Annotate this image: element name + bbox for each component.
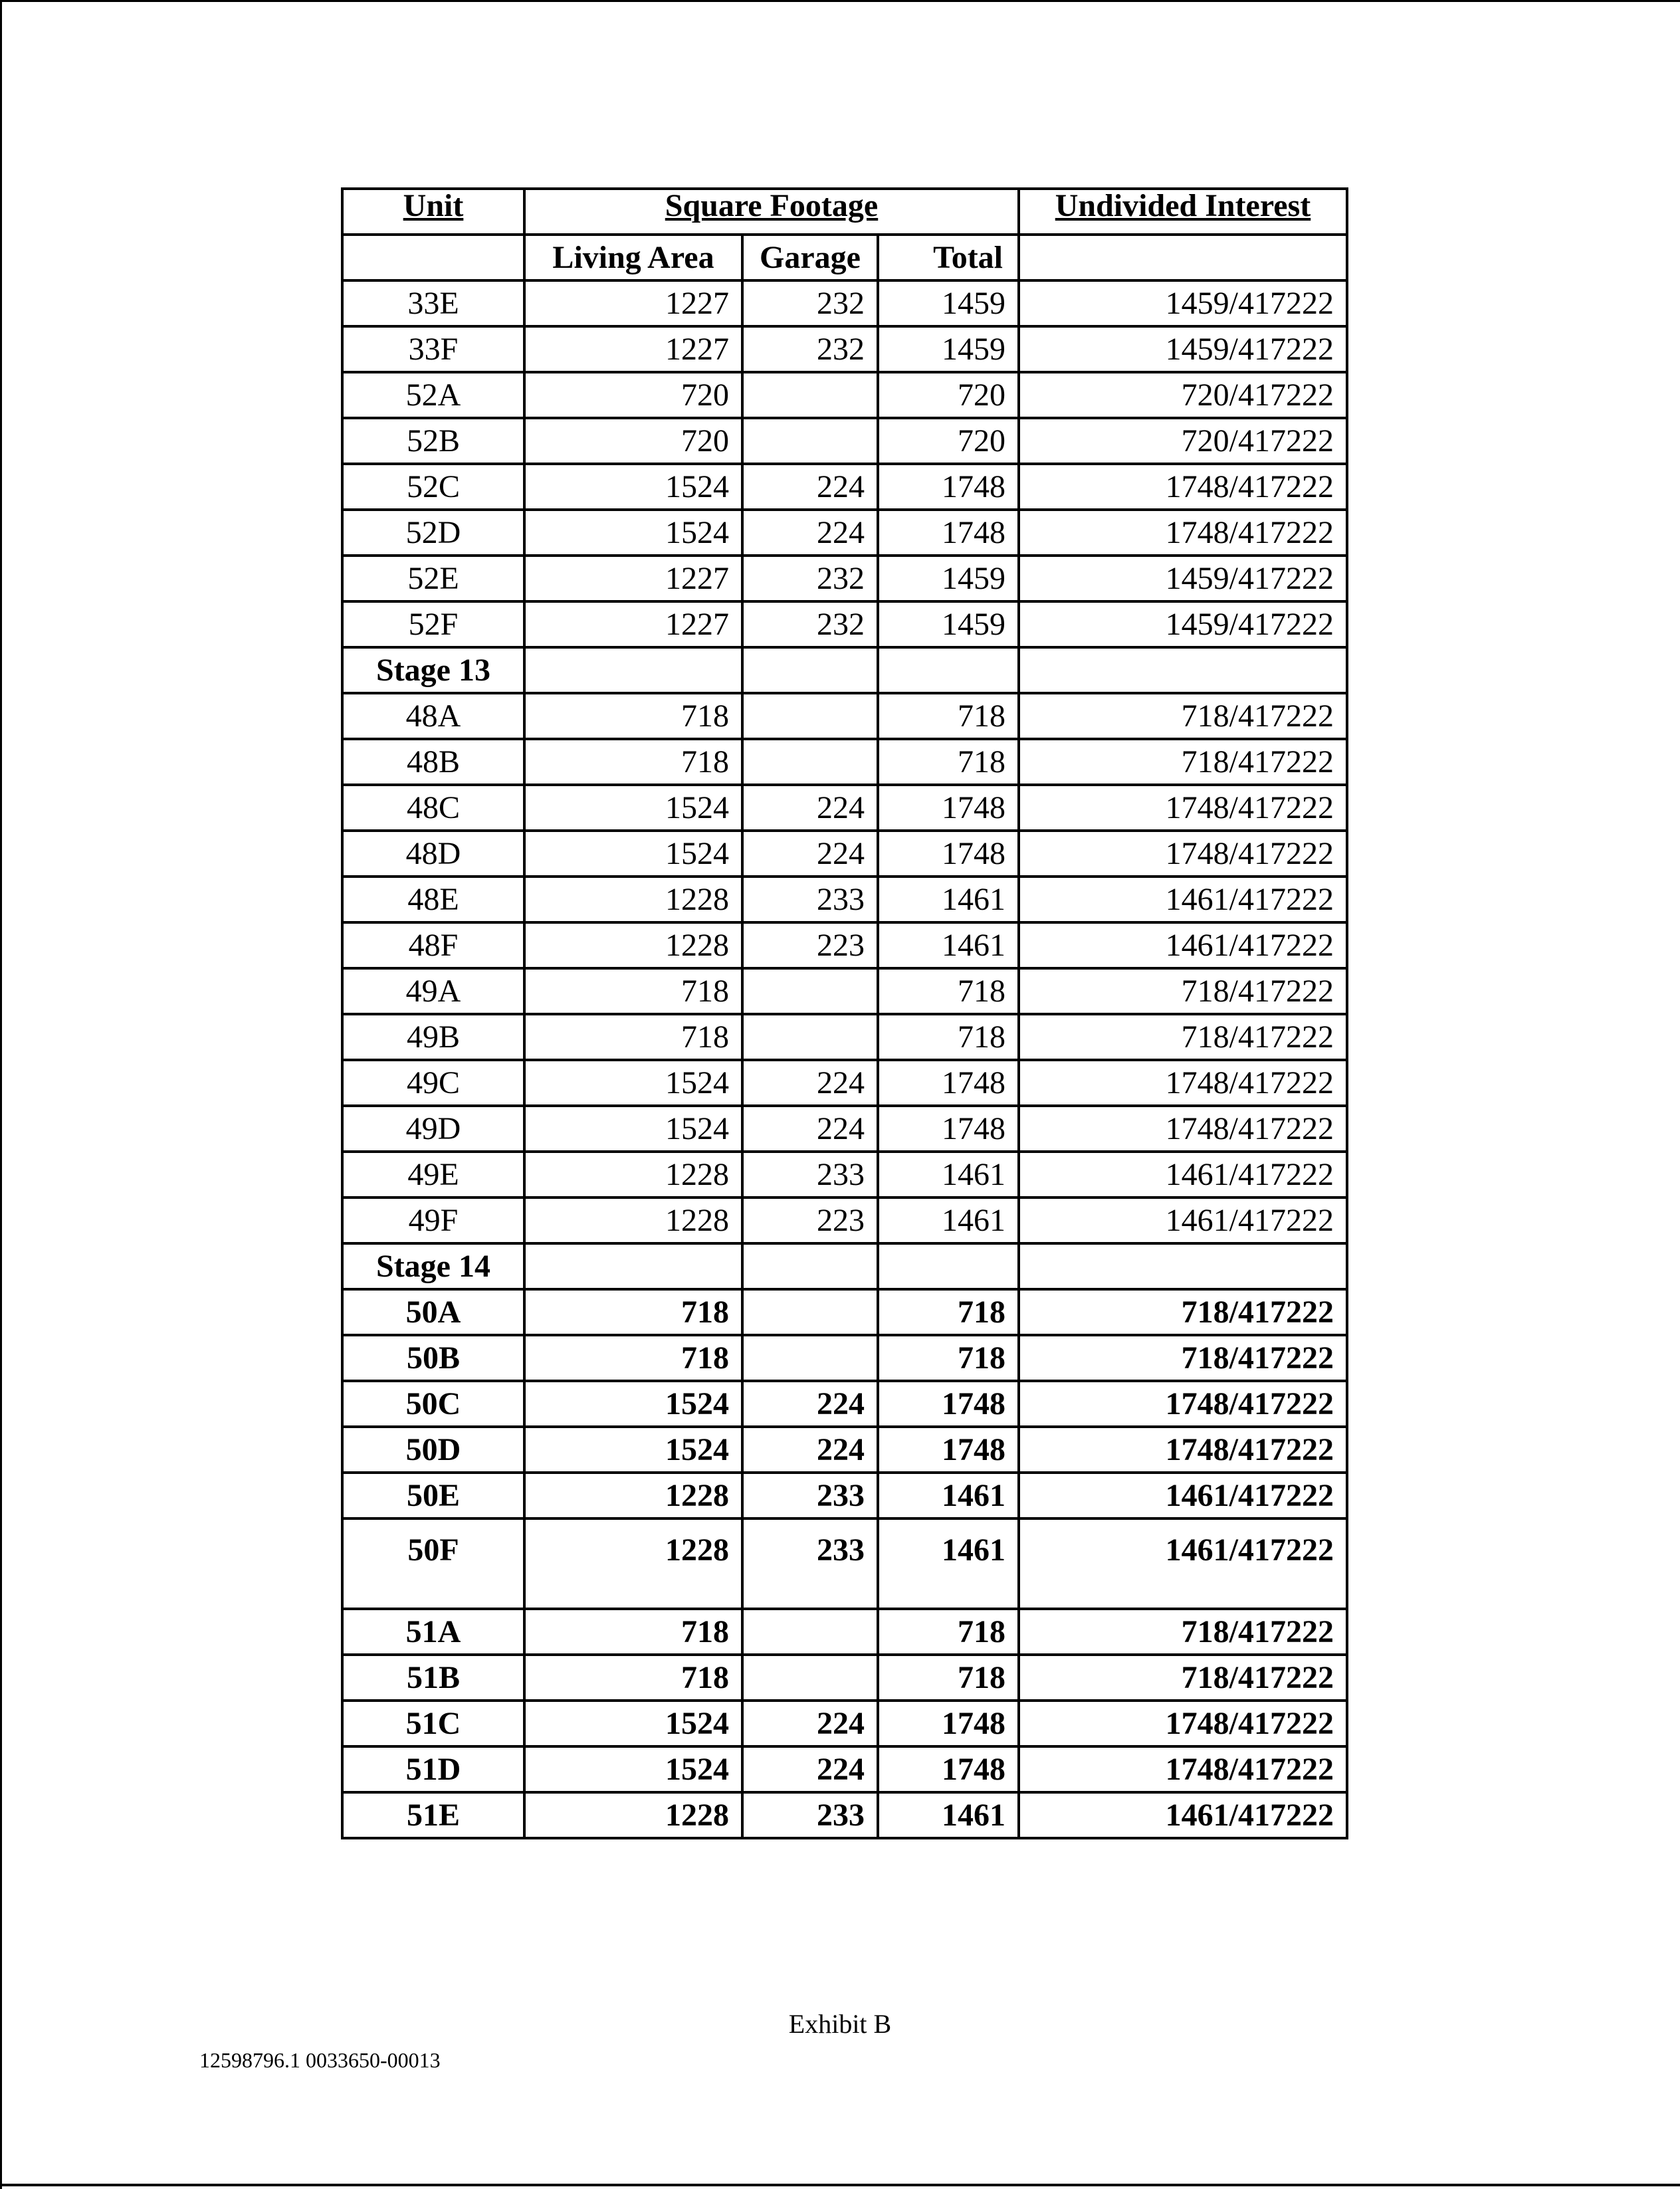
total-cell: 1461 bbox=[878, 877, 1019, 922]
unit-cell: 48B bbox=[342, 739, 524, 785]
exhibit-label: Exhibit B bbox=[788, 2009, 892, 2039]
unit-cell: 52C bbox=[342, 464, 524, 510]
table-row bbox=[342, 1701, 1347, 1746]
table-row bbox=[342, 1655, 1347, 1701]
living-area-cell bbox=[524, 647, 742, 693]
undivided-interest-cell: 1459/417222 bbox=[1019, 280, 1347, 326]
undivided-interest-cell: 1461/417222 bbox=[1019, 1152, 1347, 1198]
living-area-cell: 718 bbox=[524, 693, 742, 739]
undivided-interest-cell: 718/417222 bbox=[1019, 1609, 1347, 1655]
undivided-interest-cell: 1748/417222 bbox=[1019, 1701, 1347, 1746]
unit-cell: 52B bbox=[342, 418, 524, 464]
table-row bbox=[342, 464, 1347, 510]
unit-cell: 50B bbox=[342, 1335, 524, 1381]
total-cell: 1748 bbox=[878, 1427, 1019, 1473]
unit-cell: 51B bbox=[342, 1655, 524, 1701]
undivided-interest-cell: 718/417222 bbox=[1019, 739, 1347, 785]
garage-cell: 224 bbox=[742, 1427, 878, 1473]
total-cell bbox=[878, 647, 1019, 693]
subheader-empty bbox=[342, 235, 524, 280]
undivided-interest-cell: 720/417222 bbox=[1019, 418, 1347, 464]
table-row bbox=[342, 877, 1347, 922]
table-row bbox=[342, 1152, 1347, 1198]
unit-cell: 52F bbox=[342, 601, 524, 647]
garage-cell bbox=[742, 1655, 878, 1701]
living-area-cell: 720 bbox=[524, 372, 742, 418]
table-row bbox=[342, 1609, 1347, 1655]
total-cell: 1461 bbox=[878, 922, 1019, 968]
garage-cell: 224 bbox=[742, 1106, 878, 1152]
living-area-cell: 1227 bbox=[524, 326, 742, 372]
table-row bbox=[342, 1198, 1347, 1243]
table-header-row bbox=[342, 189, 1347, 235]
table-row bbox=[342, 1518, 1347, 1609]
table-row bbox=[342, 1335, 1347, 1381]
garage-cell bbox=[742, 1014, 878, 1060]
garage-cell: 224 bbox=[742, 785, 878, 831]
total-cell: 1748 bbox=[878, 1381, 1019, 1427]
unit-cell: 48D bbox=[342, 831, 524, 877]
total-cell: 1748 bbox=[878, 1060, 1019, 1106]
total-cell: 1748 bbox=[878, 831, 1019, 877]
living-area-cell: 1228 bbox=[524, 1473, 742, 1518]
total-cell: 1748 bbox=[878, 1106, 1019, 1152]
garage-cell: 224 bbox=[742, 510, 878, 556]
total-cell: 718 bbox=[878, 968, 1019, 1014]
unit-cell: 50E bbox=[342, 1473, 524, 1518]
undivided-interest-cell: 1461/417222 bbox=[1019, 1518, 1347, 1609]
total-cell: 720 bbox=[878, 418, 1019, 464]
unit-square-footage-table bbox=[341, 187, 1348, 1839]
garage-cell bbox=[742, 372, 878, 418]
table-row bbox=[342, 831, 1347, 877]
total-cell: 1748 bbox=[878, 785, 1019, 831]
table-row bbox=[342, 372, 1347, 418]
living-area-cell: 1228 bbox=[524, 877, 742, 922]
total-cell: 1748 bbox=[878, 1746, 1019, 1792]
garage-cell: 233 bbox=[742, 1792, 878, 1838]
table-row bbox=[342, 968, 1347, 1014]
table-row bbox=[342, 785, 1347, 831]
page-border-top bbox=[0, 0, 1680, 2]
total-cell: 1459 bbox=[878, 601, 1019, 647]
header-unit: Unit bbox=[342, 189, 524, 235]
living-area-cell: 1524 bbox=[524, 785, 742, 831]
unit-cell: 48E bbox=[342, 877, 524, 922]
undivided-interest-cell: 1748/417222 bbox=[1019, 464, 1347, 510]
header-garage: Garage bbox=[742, 235, 878, 280]
unit-cell: Stage 14 bbox=[342, 1243, 524, 1289]
total-cell bbox=[878, 1243, 1019, 1289]
living-area-cell: 1524 bbox=[524, 831, 742, 877]
undivided-interest-cell: 1461/417222 bbox=[1019, 1792, 1347, 1838]
table-row bbox=[342, 326, 1347, 372]
page-border-bottom bbox=[0, 2184, 1680, 2186]
unit-cell: 33F bbox=[342, 326, 524, 372]
table-row bbox=[342, 1289, 1347, 1335]
undivided-interest-cell: 1748/417222 bbox=[1019, 831, 1347, 877]
undivided-interest-cell: 718/417222 bbox=[1019, 1655, 1347, 1701]
unit-cell: 49B bbox=[342, 1014, 524, 1060]
unit-cell: 52E bbox=[342, 556, 524, 601]
undivided-interest-cell: 718/417222 bbox=[1019, 1014, 1347, 1060]
undivided-interest-cell: 1748/417222 bbox=[1019, 1106, 1347, 1152]
unit-cell: 48A bbox=[342, 693, 524, 739]
undivided-interest-cell: 718/417222 bbox=[1019, 968, 1347, 1014]
total-cell: 718 bbox=[878, 1335, 1019, 1381]
living-area-cell: 1524 bbox=[524, 1701, 742, 1746]
living-area-cell bbox=[524, 1243, 742, 1289]
garage-cell: 223 bbox=[742, 922, 878, 968]
garage-cell: 224 bbox=[742, 1701, 878, 1746]
garage-cell bbox=[742, 693, 878, 739]
living-area-cell: 1524 bbox=[524, 1746, 742, 1792]
total-cell: 1459 bbox=[878, 556, 1019, 601]
living-area-cell: 1227 bbox=[524, 556, 742, 601]
header-undivided-interest: Undivided Interest bbox=[1019, 189, 1347, 235]
living-area-cell: 1524 bbox=[524, 464, 742, 510]
garage-cell: 232 bbox=[742, 601, 878, 647]
table-row bbox=[342, 1381, 1347, 1427]
total-cell: 1461 bbox=[878, 1198, 1019, 1243]
unit-cell: 51E bbox=[342, 1792, 524, 1838]
undivided-interest-cell bbox=[1019, 1243, 1347, 1289]
unit-cell: 50D bbox=[342, 1427, 524, 1473]
unit-cell: 49E bbox=[342, 1152, 524, 1198]
total-cell: 1748 bbox=[878, 510, 1019, 556]
unit-cell: 49C bbox=[342, 1060, 524, 1106]
living-area-cell: 720 bbox=[524, 418, 742, 464]
total-cell: 1461 bbox=[878, 1792, 1019, 1838]
unit-cell: 49F bbox=[342, 1198, 524, 1243]
undivided-interest-cell: 1461/417222 bbox=[1019, 877, 1347, 922]
garage-cell: 224 bbox=[742, 1060, 878, 1106]
undivided-interest-cell: 1459/417222 bbox=[1019, 556, 1347, 601]
living-area-cell: 718 bbox=[524, 1335, 742, 1381]
undivided-interest-cell: 720/417222 bbox=[1019, 372, 1347, 418]
garage-cell bbox=[742, 968, 878, 1014]
total-cell: 1748 bbox=[878, 464, 1019, 510]
table-row bbox=[342, 693, 1347, 739]
unit-cell: 52A bbox=[342, 372, 524, 418]
page-border-left bbox=[0, 0, 2, 2189]
table-row bbox=[342, 1427, 1347, 1473]
unit-cell: Stage 13 bbox=[342, 647, 524, 693]
unit-cell: 51C bbox=[342, 1701, 524, 1746]
unit-cell: 50A bbox=[342, 1289, 524, 1335]
garage-cell bbox=[742, 739, 878, 785]
undivided-interest-cell: 1459/417222 bbox=[1019, 601, 1347, 647]
table-row bbox=[342, 1792, 1347, 1838]
undivided-interest-cell: 1748/417222 bbox=[1019, 1427, 1347, 1473]
garage-cell: 224 bbox=[742, 831, 878, 877]
unit-cell: 48C bbox=[342, 785, 524, 831]
living-area-cell: 1227 bbox=[524, 280, 742, 326]
total-cell: 1461 bbox=[878, 1152, 1019, 1198]
undivided-interest-cell: 1748/417222 bbox=[1019, 1060, 1347, 1106]
undivided-interest-cell: 1459/417222 bbox=[1019, 326, 1347, 372]
garage-cell: 224 bbox=[742, 1381, 878, 1427]
table-row bbox=[342, 922, 1347, 968]
undivided-interest-cell: 1748/417222 bbox=[1019, 1746, 1347, 1792]
unit-cell: 33E bbox=[342, 280, 524, 326]
undivided-interest-cell: 1748/417222 bbox=[1019, 785, 1347, 831]
total-cell: 1461 bbox=[878, 1518, 1019, 1609]
unit-cell: 49A bbox=[342, 968, 524, 1014]
living-area-cell: 718 bbox=[524, 968, 742, 1014]
total-cell: 718 bbox=[878, 1609, 1019, 1655]
garage-cell: 232 bbox=[742, 326, 878, 372]
living-area-cell: 718 bbox=[524, 1655, 742, 1701]
unit-cell: 50F bbox=[342, 1518, 524, 1609]
table-subheader-row bbox=[342, 235, 1347, 280]
total-cell: 720 bbox=[878, 372, 1019, 418]
unit-cell: 52D bbox=[342, 510, 524, 556]
garage-cell: 233 bbox=[742, 1152, 878, 1198]
living-area-cell: 1228 bbox=[524, 1792, 742, 1838]
undivided-interest-cell: 718/417222 bbox=[1019, 1289, 1347, 1335]
table-row bbox=[342, 1106, 1347, 1152]
table-row bbox=[342, 1014, 1347, 1060]
table-row bbox=[342, 739, 1347, 785]
garage-cell: 232 bbox=[742, 556, 878, 601]
total-cell: 718 bbox=[878, 739, 1019, 785]
header-total: Total bbox=[878, 235, 1019, 280]
undivided-interest-cell: 1461/417222 bbox=[1019, 1198, 1347, 1243]
garage-cell: 232 bbox=[742, 280, 878, 326]
unit-cell: 48F bbox=[342, 922, 524, 968]
living-area-cell: 1524 bbox=[524, 1427, 742, 1473]
living-area-cell: 718 bbox=[524, 1289, 742, 1335]
undivided-interest-cell: 1748/417222 bbox=[1019, 510, 1347, 556]
garage-cell bbox=[742, 1289, 878, 1335]
document-id: 12598796.1 0033650-00013 bbox=[199, 2048, 441, 2072]
garage-cell bbox=[742, 1243, 878, 1289]
table-row bbox=[342, 1746, 1347, 1792]
table-row bbox=[342, 418, 1347, 464]
total-cell: 718 bbox=[878, 1014, 1019, 1060]
table-row bbox=[342, 1060, 1347, 1106]
total-cell: 1748 bbox=[878, 1701, 1019, 1746]
undivided-interest-cell: 1461/417222 bbox=[1019, 1473, 1347, 1518]
total-cell: 718 bbox=[878, 693, 1019, 739]
garage-cell bbox=[742, 418, 878, 464]
living-area-cell: 1228 bbox=[524, 922, 742, 968]
living-area-cell: 1524 bbox=[524, 1060, 742, 1106]
garage-cell: 223 bbox=[742, 1198, 878, 1243]
table-row bbox=[342, 556, 1347, 601]
living-area-cell: 1524 bbox=[524, 1106, 742, 1152]
table-row bbox=[342, 280, 1347, 326]
garage-cell bbox=[742, 1335, 878, 1381]
living-area-cell: 718 bbox=[524, 739, 742, 785]
total-cell: 1461 bbox=[878, 1473, 1019, 1518]
living-area-cell: 1228 bbox=[524, 1198, 742, 1243]
header-square-footage: Square Footage bbox=[524, 189, 1019, 235]
total-cell: 1459 bbox=[878, 326, 1019, 372]
garage-cell bbox=[742, 1609, 878, 1655]
unit-cell: 50C bbox=[342, 1381, 524, 1427]
unit-cell: 51A bbox=[342, 1609, 524, 1655]
garage-cell: 224 bbox=[742, 1746, 878, 1792]
total-cell: 718 bbox=[878, 1289, 1019, 1335]
garage-cell: 233 bbox=[742, 1473, 878, 1518]
unit-cell: 51D bbox=[342, 1746, 524, 1792]
table-row bbox=[342, 1473, 1347, 1518]
garage-cell: 224 bbox=[742, 464, 878, 510]
living-area-cell: 718 bbox=[524, 1609, 742, 1655]
total-cell: 718 bbox=[878, 1655, 1019, 1701]
undivided-interest-cell: 1461/417222 bbox=[1019, 922, 1347, 968]
subheader-empty bbox=[1019, 235, 1347, 280]
living-area-cell: 1228 bbox=[524, 1152, 742, 1198]
living-area-cell: 1524 bbox=[524, 1381, 742, 1427]
garage-cell: 233 bbox=[742, 877, 878, 922]
unit-cell: 49D bbox=[342, 1106, 524, 1152]
undivided-interest-cell: 718/417222 bbox=[1019, 693, 1347, 739]
undivided-interest-cell bbox=[1019, 647, 1347, 693]
garage-cell: 233 bbox=[742, 1518, 878, 1609]
table-body bbox=[342, 280, 1347, 1838]
stage-row bbox=[342, 647, 1347, 693]
undivided-interest-cell: 718/417222 bbox=[1019, 1335, 1347, 1381]
stage-row bbox=[342, 1243, 1347, 1289]
garage-cell bbox=[742, 647, 878, 693]
living-area-cell: 1228 bbox=[524, 1518, 742, 1609]
total-cell: 1459 bbox=[878, 280, 1019, 326]
living-area-cell: 1524 bbox=[524, 510, 742, 556]
table-row bbox=[342, 510, 1347, 556]
header-living-area: Living Area bbox=[524, 235, 742, 280]
living-area-cell: 1227 bbox=[524, 601, 742, 647]
table-row bbox=[342, 601, 1347, 647]
living-area-cell: 718 bbox=[524, 1014, 742, 1060]
undivided-interest-cell: 1748/417222 bbox=[1019, 1381, 1347, 1427]
